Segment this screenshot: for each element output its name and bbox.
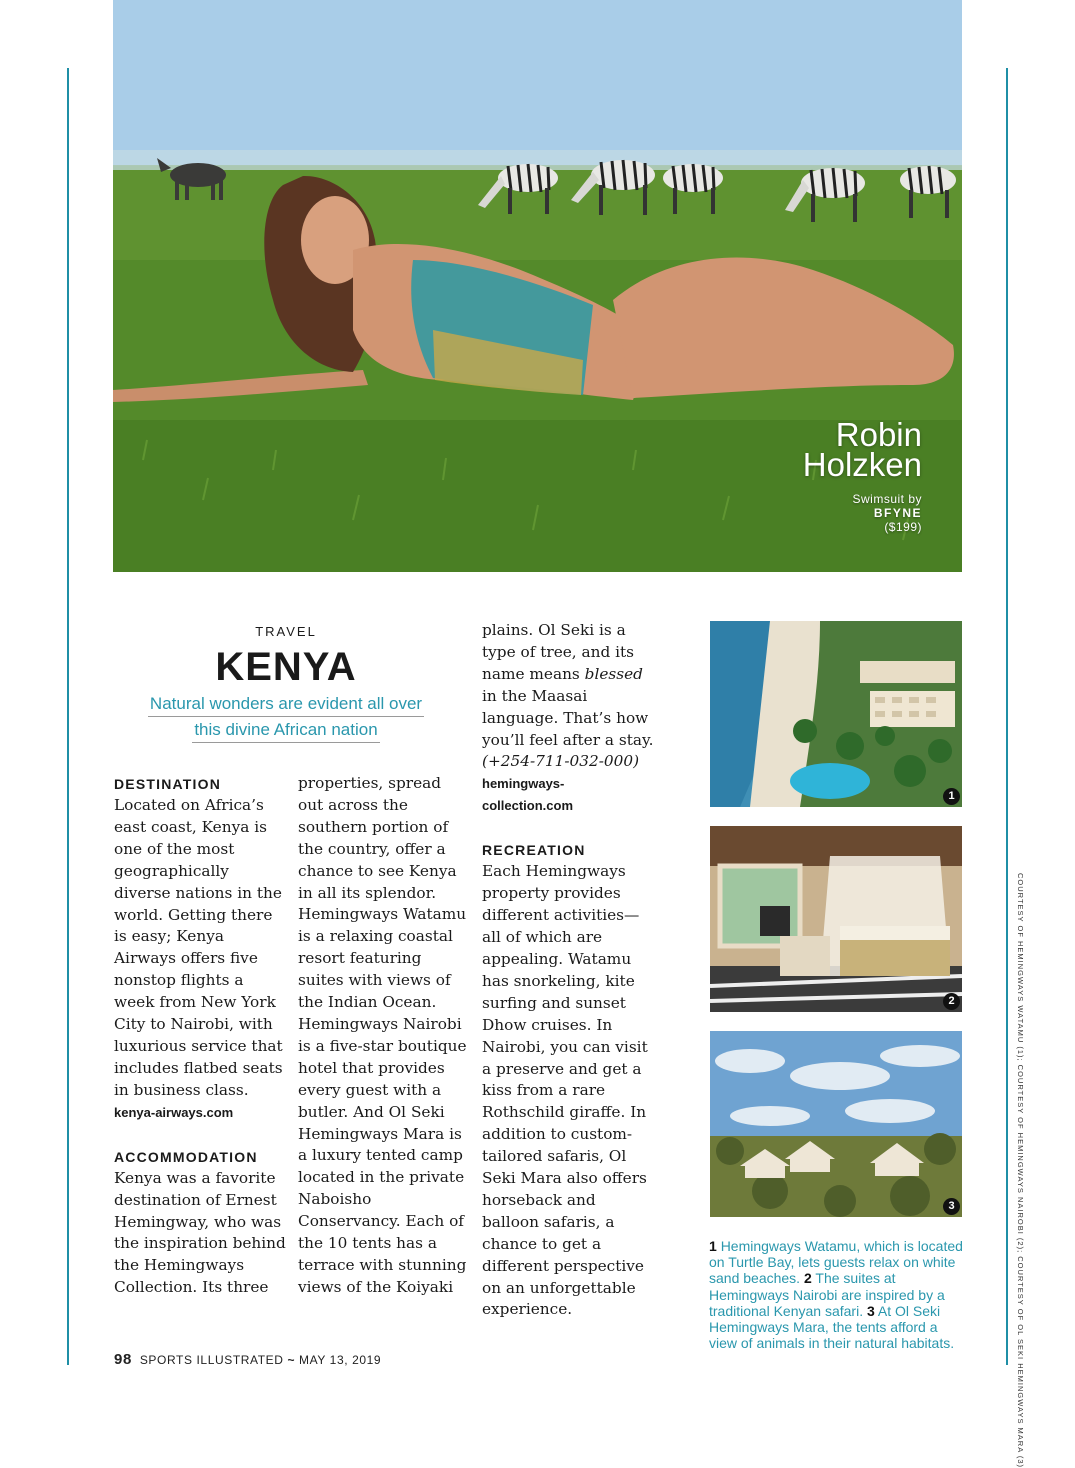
model-first-name: Robin [835,416,922,453]
kenya-airways-link[interactable]: kenya-airways.com [114,1104,234,1120]
recreation-subhead: RECREATION [482,842,586,859]
caption-number-2: 2 [803,1270,812,1287]
accommodation-subhead: ACCOMMODATION [114,1148,258,1165]
body-column-2 [298,773,470,1299]
accommodation-text-c1: plains. Ol Seki is a type of tree, and its name means [482,621,635,683]
accommodation-text-c2: in the Maasai language. That’s how you’ll feel after a stay. [482,686,654,749]
body-column-1 [114,773,286,1299]
body-column-3 [482,620,654,1321]
caption-number-1: 1 [709,1238,717,1254]
ol-seki-scene [710,1031,962,1217]
model-name-caption [802,416,922,483]
caption-text-1: Hemingways Watamu, which is located on Turtle Bay, lets guests relax on white sand beaches. [709,1238,963,1287]
hemingways-link[interactable]: hemingways-collection.com [482,776,574,814]
photo-credit: COURTESY OF HEMINGWAYS WATAMU (1); COURTESY OF HEMINGWAYS NAIROBI (2); COURTESY OF OL SEKI HEMINGWAYS MARA (3) [1016,873,1025,1468]
credit-brand: BFYNE [873,506,922,520]
caption-number-3: 3 [866,1302,875,1319]
accommodation-paragraph-part-2: properties, spread out across the southern portion of the country, offer a chance to see Kenya in all its splendor. Hemingways Watamu is a relaxing coastal resort featuring suites with views of the Indian Ocean. Hemingways Nairobi is a five-star boutique hotel that provides every guest with a butler. And Ol Seki Hemingways Mara is a luxury tented camp located in the private Naboisho Conservancy. Each of the 10 tents has a terrace with stunning views of the Koiyaki [298,774,467,1296]
article-title: KENYA [215,645,357,689]
magazine-name: SPORTS ILLUSTRATED [139,1353,284,1367]
accommodation-paragraph-part-1: Kenya was a favorite destination of Ernest Hemingway, who was the inspiration behind the Hemingways Collection. Its three [114,1168,286,1297]
page-folio [114,1351,381,1368]
right-margin-rule [1006,68,1008,1365]
folio-separator: ~ [287,1353,296,1367]
dek-line-1: Natural wonders are evident all over [148,691,424,717]
thumbnail-number-3: 3 [943,1198,960,1215]
hero-photo [113,0,962,572]
accommodation-paragraph-part-3 [482,620,654,773]
model-last-name: Holzken [802,446,922,483]
caption-text-2: The suites at Hemingways Nairobi are inspired by a traditional Kenyan safari. [709,1270,945,1319]
thumbnail-number-1: 1 [943,788,960,805]
thumbnail-nairobi [710,826,962,1012]
thumbnail-ol-seki [710,1031,962,1217]
accommodation-italic-word: blessed [584,664,643,683]
article-dek [120,691,452,743]
credit-price: ($199) [884,520,922,534]
hero-scene [113,0,962,572]
left-margin-rule [67,68,69,1365]
thumbnail-number-2: 2 [943,993,960,1010]
dek-line-2: this divine African nation [192,717,379,743]
caption-text-3: At Ol Seki Hemingways Mara, the tents afford a view of animals in their natural habitats. [709,1302,955,1352]
section-label: TRAVEL [255,624,317,639]
photo-caption [709,1238,963,1351]
thumbnail-watamu [710,621,962,807]
issue-date: MAY 13, 2019 [299,1353,382,1367]
destination-paragraph: Located on Africa’s east coast, Kenya is one of the most geographically diverse nations in the world. Getting there is easy; Kenya Airways offers five nonstop flights a week from New York City to Nairobi, with luxurious service that includes flatbed seats in business class. [114,796,283,1099]
hemingways-phone: (+254-711-032-000) [482,752,640,771]
credit-label: Swimsuit by [852,492,922,506]
recreation-paragraph: Each Hemingways property provides different activities—all of which are appealing. Watamu has snorkeling, kite surfing and sunset Dhow cruises. In Nairobi, you can visit a preserve and get a kiss from a rare Rothschild giraffe. In addition to custom-tailored safaris, Ol Seki Mara also offers horseback and balloon safaris, a chance to get a different perspective on an unforgettable experience. [482,862,648,1319]
nairobi-scene [710,826,962,1012]
swimsuit-credit [852,492,922,534]
watamu-scene [710,621,962,807]
destination-subhead: DESTINATION [114,776,222,792]
page-number: 98 [114,1351,132,1368]
